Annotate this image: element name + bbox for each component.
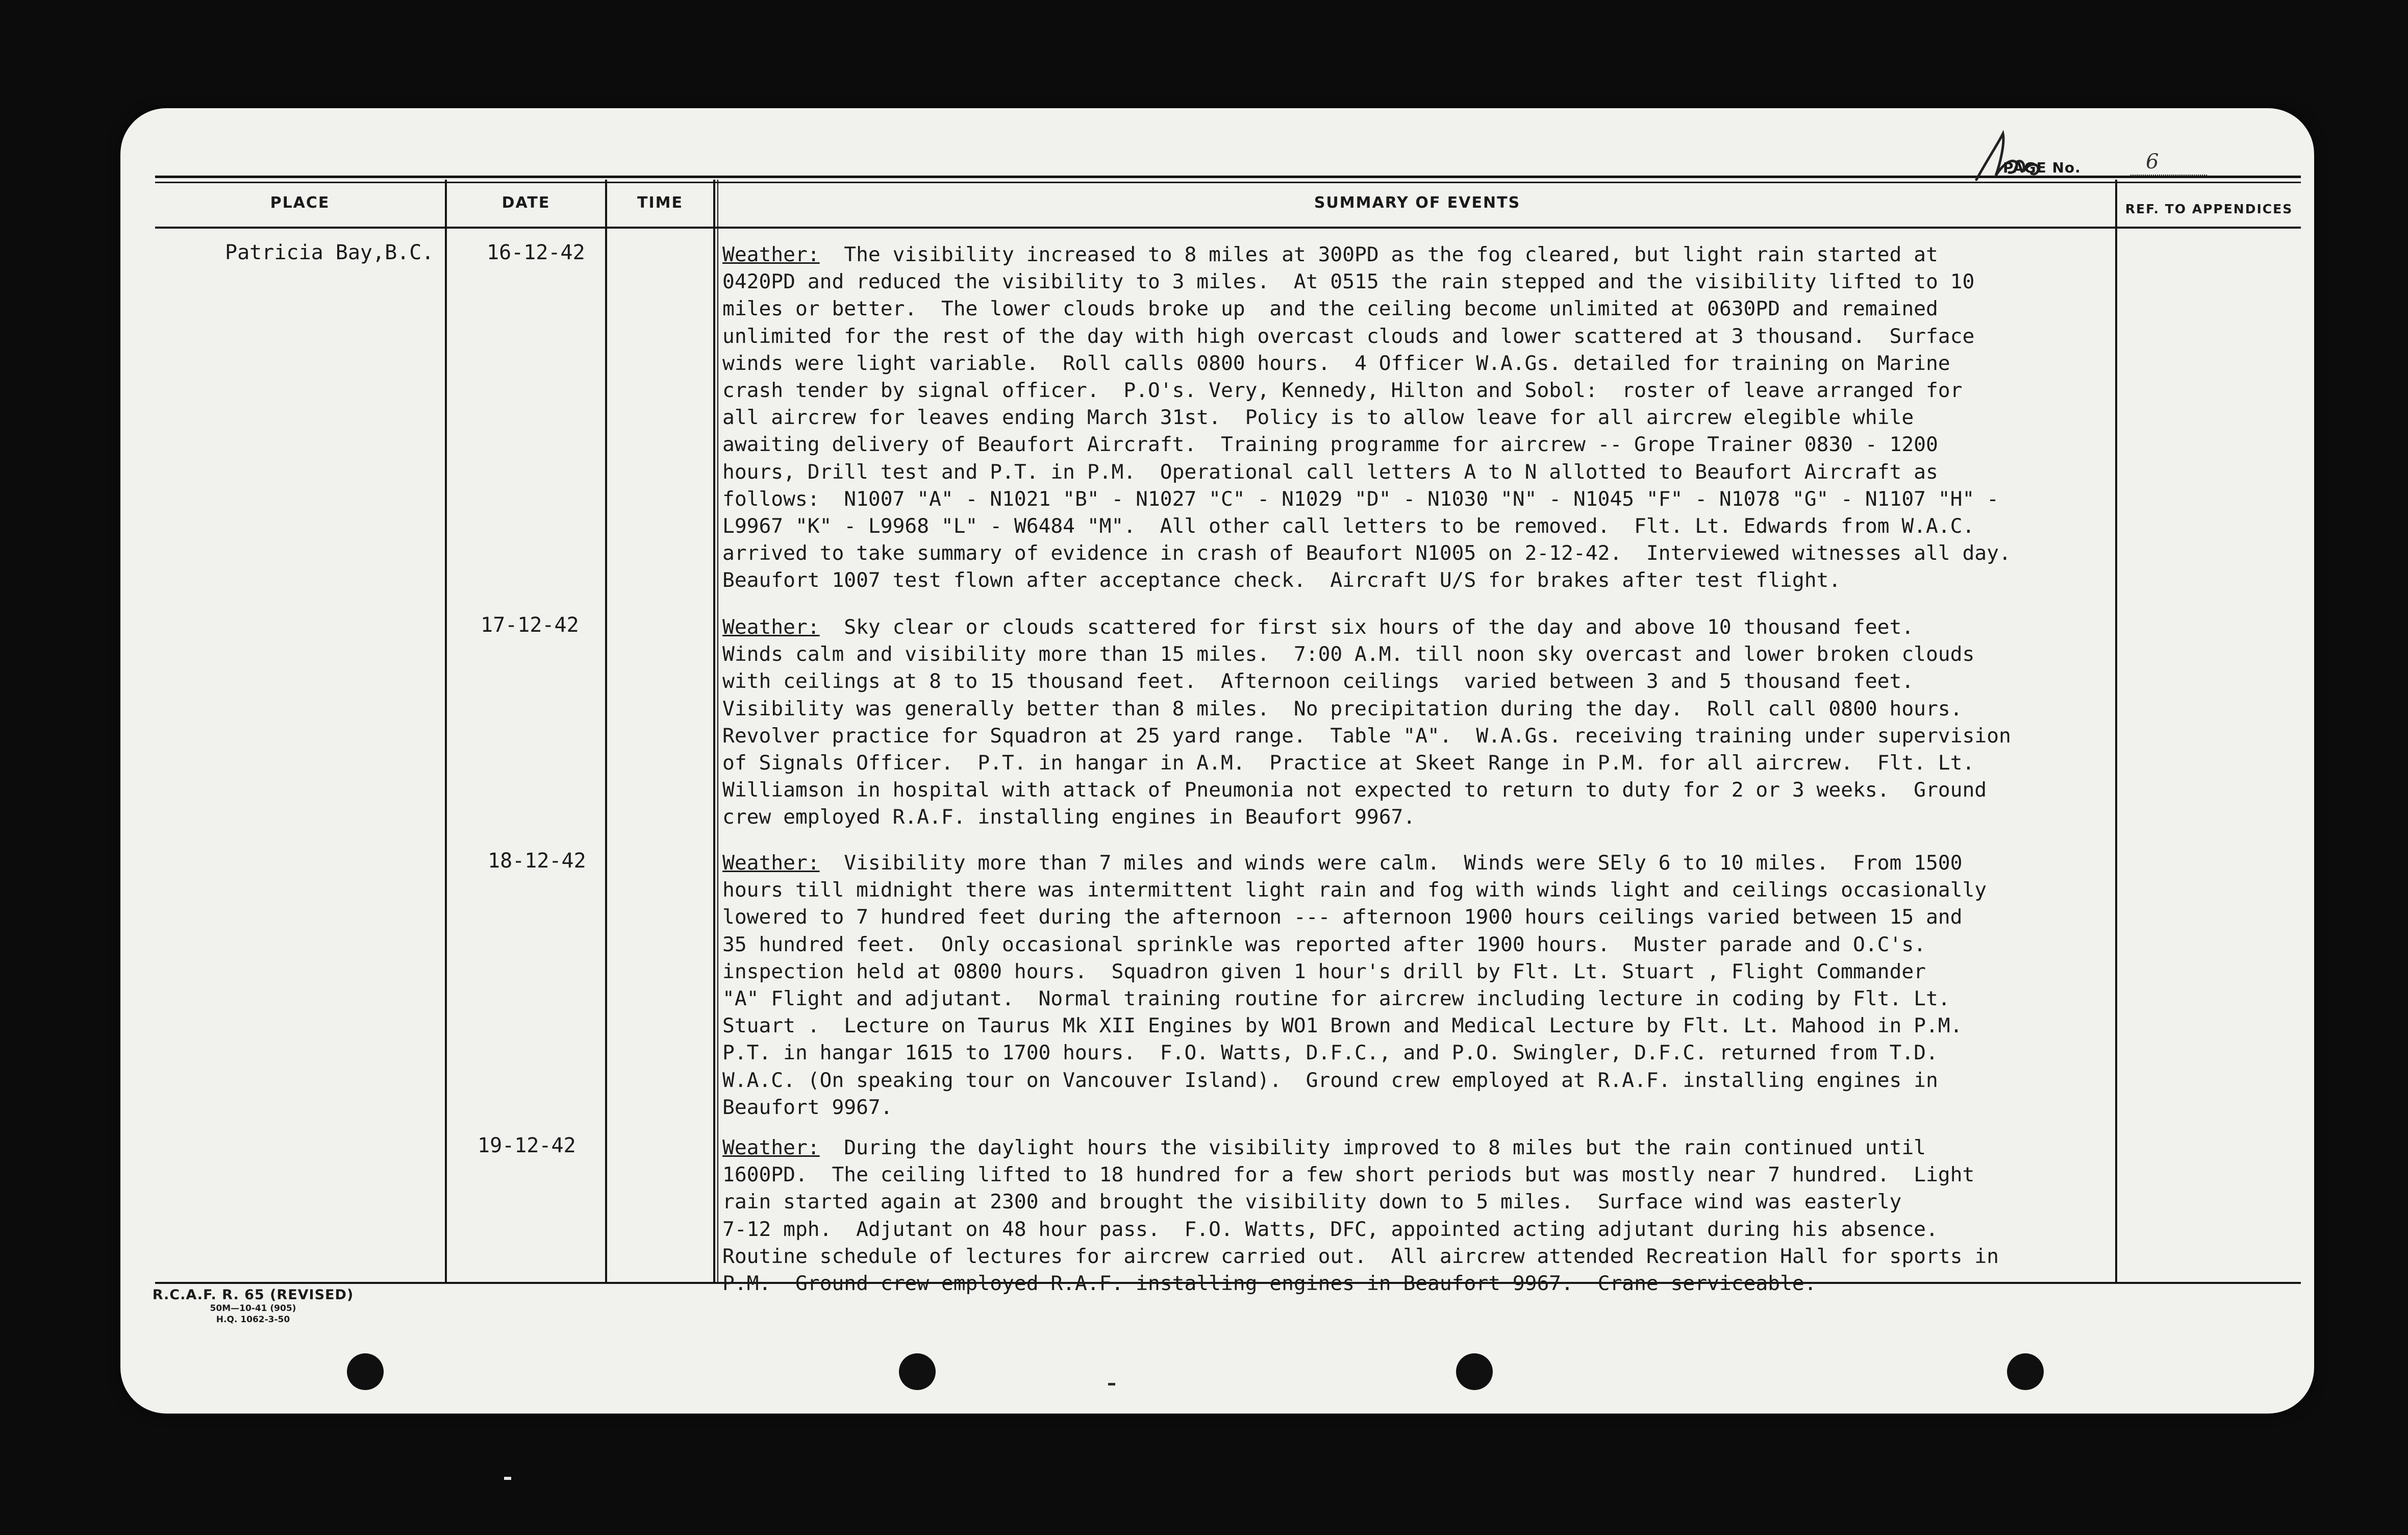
header-rule-bottom: [155, 227, 2301, 229]
entry-line: hours, Drill test and P.T. in P.M. Operational call letters A to N allotted to Beaufort Aircraft as: [722, 460, 1938, 484]
entry-line: of Signals Officer. P.T. in hangar in A.M. Practice at Skeet Range in P.M. for all aircrew. Flt. Lt.: [722, 751, 1975, 775]
handwritten-initials-signature: [1967, 129, 2049, 185]
column-divider-time: [713, 180, 715, 1282]
weather-label: Weather:: [722, 851, 820, 875]
entry-line: follows: N1007 "A" - N1021 "B" - N1027 "C" - N1029 "D" - N1030 "N" - N1045 "F" - N1078 "G" - N1107 "H" -: [722, 487, 1999, 511]
binder-hole: [1456, 1353, 1493, 1390]
entry-line: 0420PD and reduced the visibility to 3 miles. At 0515 the rain stepped and the visibility lifted to 10: [722, 270, 1975, 294]
entry-line: Williamson in hospital with attack of Pneumonia not expected to return to duty for 2 or 3 weeks. Ground: [722, 778, 1987, 802]
entry-line: hours till midnight there was intermittent light rain and fog with winds light and ceilings occasionally: [722, 878, 1987, 902]
entry-line: inspection held at 0800 hours. Squadron given 1 hour's drill by Flt. Lt. Stuart , Flight Commander: [722, 959, 1926, 983]
entry-line: "A" Flight and adjutant. Normal training routine for aircrew including lecture in coding by Flt. Lt.: [722, 987, 1950, 1011]
entry-line: lowered to 7 hundred feet during the afternoon --- afternoon 1900 hours ceilings varied between 15 and: [722, 905, 1963, 929]
column-header-date: DATE: [501, 194, 550, 212]
entry-line: 7-12 mph. Adjutant on 48 hour pass. F.O. Watts, DFC, appointed acting adjutant during his absence.: [722, 1217, 1938, 1241]
entry-line: Visibility more than 7 miles and winds were calm. Winds were SEly 6 to 10 miles. From 1500: [819, 851, 1963, 875]
entry-line: Visibility was generally better than 8 miles. No precipitation during the day. Roll call 0800 hours.: [722, 697, 1963, 721]
binder-hole: [2007, 1353, 2044, 1390]
entry-date: 16-12-42: [487, 241, 585, 264]
entry-summary: [722, 1134, 2130, 1297]
entry-line: crash tender by signal officer. P.O's. Very, Kennedy, Hilton and Sobol: roster of leave arranged for: [722, 379, 1963, 403]
entry-line: unlimited for the rest of the day with high overcast clouds and lower scattered at 3 thousand. Surface: [722, 324, 1975, 348]
form-code: R.C.A.F. R. 65 (REVISED): [152, 1287, 354, 1303]
entry-line: miles or better. The lower clouds broke up and the ceiling become unlimited at 0630PD and remained: [722, 297, 1938, 321]
entry-line: with ceilings at 8 to 15 thousand feet. Afternoon ceilings varied between 3 and 5 thousand feet.: [722, 670, 1914, 694]
place-value: Patricia Bay,B.C.: [225, 241, 434, 264]
operations-record-page: [120, 108, 2314, 1414]
column-divider-place: [445, 180, 447, 1282]
entry-line: W.A.C. (On speaking tour on Vancouver Island). Ground crew employed at R.A.F. installing engines in: [722, 1068, 1938, 1092]
weather-label: Weather:: [722, 243, 820, 266]
entry-line: P.T. in hangar 1615 to 1700 hours. F.O. Watts, D.F.C., and P.O. Swingler, D.F.C. returned from T.D.: [722, 1041, 1938, 1065]
entry-line: 35 hundred feet. Only occasional sprinkle was reported after 1900 hours. Muster parade and O.C's.: [722, 932, 1926, 956]
entry-line: crew employed R.A.F. installing engines in Beaufort 9967.: [722, 805, 1416, 829]
binder-hole: [347, 1353, 384, 1390]
entry-line: P.M. Ground crew employed R.A.F. installing engines in Beaufort 9967. Crane serviceable.: [722, 1272, 1817, 1296]
form-print-run: 50M—10-41 (905): [210, 1303, 296, 1314]
entry-summary: [722, 850, 2130, 1121]
entry-line: Beaufort 1007 test flown after acceptance check. Aircraft U/S for brakes after test flight.: [722, 568, 1841, 592]
column-divider-time-inner: [717, 180, 718, 1282]
entry-summary: [722, 241, 2130, 595]
form-hq-number: H.Q. 1062-3-50: [216, 1315, 290, 1325]
column-header-summary: SUMMARY OF EVENTS: [1314, 194, 1521, 212]
entry-line: Beaufort 9967.: [722, 1095, 893, 1119]
entry-line: L9967 "K" - L9968 "L" - W6484 "M". All other call letters to be removed. Flt. Lt. Edwards from W.A.C.: [722, 514, 1975, 538]
entry-date: 19-12-42: [478, 1134, 576, 1157]
entry-summary: [722, 614, 2130, 831]
column-header-ref-appendices: REF. TO APPENDICES: [2125, 202, 2293, 216]
entry-date: 17-12-42: [481, 613, 579, 637]
paper-speck: [1108, 1383, 1115, 1385]
entry-line: Winds calm and visibility more than 15 miles. 7:00 A.M. till noon sky overcast and lower broken clouds: [722, 642, 1975, 666]
weather-label: Weather:: [722, 615, 820, 639]
entry-line: Routine schedule of lectures for aircrew carried out. All aircrew attended Recreation Hall for sports in: [722, 1244, 1999, 1268]
entry-line: Stuart . Lecture on Taurus Mk XII Engines by WO1 Brown and Medical Lecture by Flt. Lt. Mahood in P.M.: [722, 1014, 1963, 1038]
binder-hole: [899, 1353, 936, 1390]
column-header-place: PLACE: [270, 194, 330, 212]
entry-line: rain started again at 2300 and brought the visibility down to 5 miles. Surface wind was easterly: [722, 1190, 1902, 1214]
form-identifier: [146, 1282, 360, 1325]
entry-date: 18-12-42: [488, 849, 586, 873]
weather-label: Weather:: [722, 1136, 820, 1159]
entry-line: Revolver practice for Squadron at 25 yard range. Table "A". W.A.Gs. receiving training under supervision: [722, 724, 2011, 748]
column-header-time: TIME: [637, 194, 683, 212]
entry-line: arrived to take summary of evidence in crash of Beaufort N1005 on 2-12-42. Interviewed witnesses all day.: [722, 541, 2011, 565]
entry-line: Sky clear or clouds scattered for first six hours of the day and above 10 thousand feet.: [819, 615, 1914, 639]
column-divider-date: [605, 180, 607, 1282]
page-number-underline: [2130, 175, 2207, 176]
entry-line: During the daylight hours the visibility improved to 8 miles but the rain continued until: [819, 1136, 1926, 1159]
film-speck: [504, 1477, 511, 1480]
entry-line: The visibility increased to 8 miles at 300PD as the fog cleared, but light rain started at: [819, 243, 1938, 266]
page-number-label: PAGE No.: [2003, 159, 2081, 176]
page-number-value: 6: [2146, 150, 2159, 174]
entry-line: all aircrew for leaves ending March 31st. Policy is to allow leave for all aircrew elegible while: [722, 406, 1914, 430]
entry-line: awaiting delivery of Beaufort Aircraft. Training programme for aircrew -- Grope Trainer 0830 - 1200: [722, 433, 1938, 457]
entry-line: winds were light variable. Roll calls 0800 hours. 4 Officer W.A.Gs. detailed for training on Marine: [722, 351, 1950, 375]
entry-line: 1600PD. The ceiling lifted to 18 hundred for a few short periods but was mostly near 7 hundred. Light: [722, 1163, 1975, 1187]
